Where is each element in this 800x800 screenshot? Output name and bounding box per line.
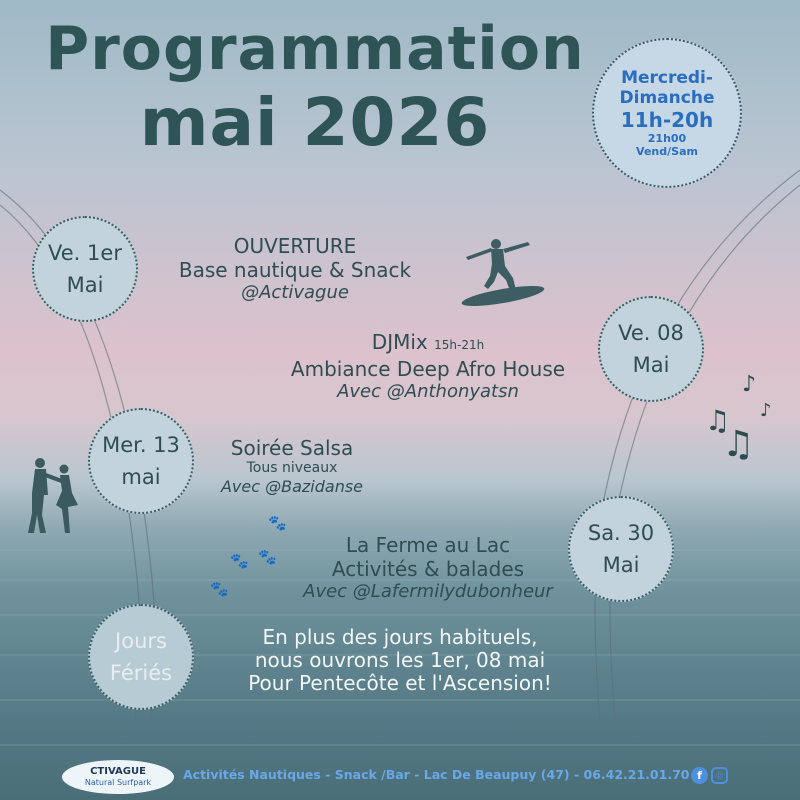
event-date-4 <box>568 496 674 602</box>
event-1 <box>150 234 440 304</box>
surfer-icon <box>458 234 548 306</box>
holidays-line-1: En plus des jours habituels, <box>262 625 538 649</box>
event-date-day: Sa. 30 <box>587 521 655 545</box>
hours-time: 11h-20h <box>620 108 714 132</box>
page-title: Programmation <box>45 14 585 84</box>
event-date-month: Mai <box>66 273 104 297</box>
event-date-day: Ve. 08 <box>618 321 684 345</box>
event-host: Avec @Anthonyatsn <box>337 381 519 402</box>
event-time: 15h-21h <box>434 338 485 352</box>
holidays-badge <box>88 604 194 710</box>
event-3 <box>200 436 384 498</box>
holidays-line-2: nous ouvrons les 1er, 08 mai <box>254 648 546 672</box>
holidays-label-2: Fériés <box>109 661 173 685</box>
opening-hours-badge <box>592 38 742 188</box>
holidays-line-3: Pour Pentecôte et l'Ascension! <box>248 671 552 695</box>
event-date-3 <box>88 408 194 514</box>
event-date-month: mai <box>121 465 161 489</box>
event-date-month: Mai <box>632 353 670 377</box>
facebook-icon[interactable]: f <box>691 767 708 784</box>
event-2 <box>258 330 598 403</box>
page-subtitle: mai 2026 <box>139 84 491 161</box>
dancing-couple-icon <box>20 455 84 535</box>
event-title: DJMix <box>371 330 428 354</box>
event-title: OUVERTURE <box>233 234 357 258</box>
hours-days-start: Mercredi- <box>621 68 713 88</box>
hours-late-time: 21h00 <box>647 132 687 145</box>
event-description: Tous niveaux <box>246 460 338 476</box>
event-description: Activités & balades <box>331 557 525 581</box>
event-date-2 <box>598 296 704 402</box>
logo-subtitle: Natural Surfpark <box>84 778 152 787</box>
event-date-day: Mer. 13 <box>102 433 180 457</box>
event-date-month: Mai <box>602 553 640 577</box>
event-host: Avec @Lafermilydubonheur <box>303 581 553 602</box>
holidays-label-1: Jours <box>115 629 167 653</box>
event-date-1 <box>32 216 138 322</box>
event-title: La Ferme au Lac <box>345 533 511 557</box>
holidays-info <box>205 626 595 695</box>
event-description: Base nautique & Snack <box>178 258 412 282</box>
instagram-icon[interactable]: ◎ <box>711 767 728 784</box>
hours-late-days: Vend/Sam <box>636 145 698 158</box>
event-host: @Activague <box>241 282 349 303</box>
footer-contact: Activités Nautiques - Snack /Bar - Lac De Beaupuy (47) - 06.42.21.01.70 <box>183 767 690 782</box>
event-title: Soirée Salsa <box>230 436 354 460</box>
event-description: Ambiance Deep Afro House <box>290 357 566 381</box>
event-date-day: Ve. 1er <box>48 241 122 265</box>
hours-days-end: Dimanche <box>619 88 715 108</box>
event-host: Avec @Bazidanse <box>220 477 364 496</box>
logo-name: CTIVAGUE <box>90 766 146 777</box>
event-4 <box>278 533 578 603</box>
activague-logo <box>62 760 174 794</box>
